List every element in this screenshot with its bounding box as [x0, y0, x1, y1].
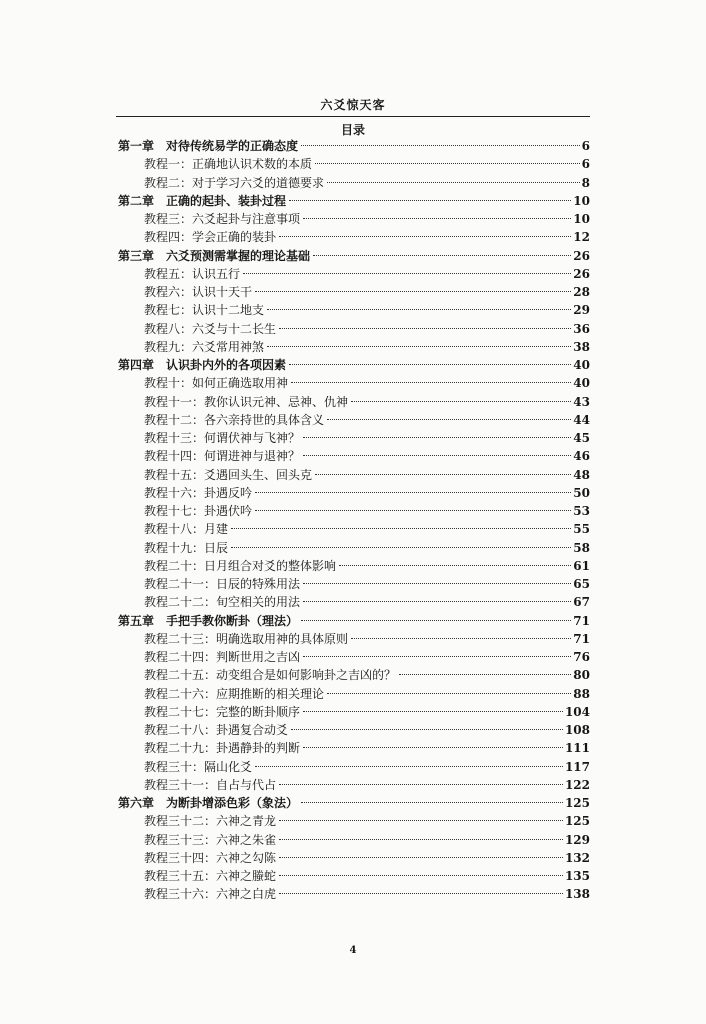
toc-label: 教程二十七：完整的断卦顺序 [144, 704, 301, 719]
dot-leader [303, 711, 563, 712]
toc-page-number: 122 [564, 777, 590, 792]
toc-entry-row [144, 739, 590, 757]
toc-label: 教程五：认识五行 [144, 266, 241, 281]
toc-entry-row [144, 812, 590, 830]
toc-label: 教程二十五：动变组合是如何影响卦之吉凶的？ [144, 668, 397, 683]
toc-label: 教程二十六：应期推断的相关理论 [144, 686, 325, 701]
dot-leader [351, 401, 571, 402]
toc-label: 教程十八：月建 [144, 522, 229, 537]
dot-leader [243, 273, 571, 274]
toc-entry-row [144, 557, 590, 575]
toc-label: 教程三十四：六神之勾陈 [144, 850, 277, 865]
toc-page-number: 117 [564, 759, 590, 774]
dot-leader [303, 218, 571, 219]
toc-heading: 目录 [340, 123, 365, 137]
toc-page-number: 44 [573, 412, 590, 427]
toc-entry-row [144, 393, 590, 411]
dot-leader [279, 857, 563, 858]
dot-leader [315, 474, 571, 475]
toc-page-number: 45 [573, 431, 590, 445]
toc-label: 教程二十九：卦遇静卦的判断 [144, 741, 301, 756]
toc-label: 教程十五：爻遇回头生、回头克 [144, 467, 313, 482]
toc-label: 教程三十：隔山化爻 [144, 759, 253, 774]
dot-leader [303, 601, 571, 602]
toc-chapter-row [118, 137, 590, 155]
toc-page-number: 135 [564, 869, 590, 883]
toc-entry-row [144, 685, 590, 703]
toc-label: 第三章 六爻预测需掌握的理论基础 [118, 248, 311, 263]
toc-label: 教程二十二：旬空相关的用法 [144, 595, 301, 610]
toc-page-number: 10 [573, 212, 590, 226]
toc-label: 教程六：认识十天干 [144, 285, 253, 299]
dot-leader [255, 766, 563, 767]
dot-leader [301, 145, 580, 146]
toc-page-number: 88 [573, 686, 590, 701]
toc-entry-row [144, 885, 590, 903]
toc-page-number: 40 [573, 358, 590, 372]
toc-page-number: 71 [573, 613, 590, 628]
toc-page-number: 80 [573, 668, 590, 683]
dot-leader [231, 547, 571, 548]
dot-leader [255, 291, 571, 292]
toc-label: 教程十一：教你认识元神、忌神、仇神 [144, 394, 349, 409]
dot-leader [301, 802, 563, 803]
toc-entry-row [144, 210, 590, 228]
toc-label: 教程九：六爻常用神煞 [144, 339, 265, 354]
toc-entry-row [144, 429, 590, 447]
toc-entry-row [144, 666, 590, 684]
dot-leader [255, 492, 571, 493]
toc-label: 教程十九：日辰 [144, 540, 229, 555]
dot-leader [313, 255, 571, 256]
toc-page-number: 111 [564, 741, 590, 756]
toc-page-number: 28 [573, 285, 590, 299]
toc-label: 教程二：对于学习六爻的道德要求 [144, 175, 325, 190]
toc-page-number: 125 [564, 796, 590, 810]
toc-entry-row [144, 228, 590, 246]
toc-page-number: 10 [573, 193, 590, 208]
toc-entry-row [144, 447, 590, 465]
toc-page-number: 50 [573, 485, 590, 500]
toc-entry-row [144, 174, 590, 192]
dot-leader [399, 674, 571, 675]
dot-leader [327, 419, 571, 420]
dot-leader [301, 620, 571, 621]
toc-page-number: 61 [573, 558, 590, 573]
toc-entry-row [144, 648, 590, 666]
toc-entry-row [144, 776, 590, 794]
toc-label: 第五章 手把手教你断卦（理法） [118, 613, 299, 628]
toc-page-number: 29 [573, 303, 590, 318]
toc-label: 第六章 为断卦增添色彩（象法） [118, 796, 299, 810]
toc-entry-row [144, 867, 590, 885]
toc-label: 第一章 对待传统易学的正确态度 [118, 139, 299, 153]
toc-page-number: 6 [581, 157, 590, 172]
dot-leader [267, 309, 571, 310]
toc-label: 教程二十四：判断世用之吉凶 [144, 650, 301, 664]
toc-chapter-row [118, 356, 590, 374]
toc-entry-row [144, 831, 590, 849]
dot-leader [291, 382, 571, 383]
toc-label: 教程一：正确地认识术数的本质 [144, 157, 313, 172]
dot-leader [303, 437, 571, 438]
toc-label: 第四章 认识卦内外的各项因素 [118, 358, 287, 372]
toc-page-number: 40 [573, 376, 590, 391]
toc-chapter-row [118, 612, 590, 630]
dot-leader [279, 875, 563, 876]
toc-entry-row [144, 758, 590, 776]
dot-leader [279, 839, 563, 840]
toc-label: 教程三：六爻起卦与注意事项 [144, 212, 301, 226]
toc-label: 教程四：学会正确的装卦 [144, 230, 277, 245]
toc-page-number: 12 [573, 230, 590, 245]
toc-page-number: 65 [573, 577, 590, 591]
dot-leader [327, 693, 571, 694]
toc-label: 教程二十八：卦遇复合动爻 [144, 723, 289, 737]
toc-chapter-row [118, 192, 590, 210]
toc-entry-row [144, 703, 590, 721]
toc-entry-row [144, 484, 590, 502]
toc-entry-row [144, 411, 590, 429]
toc-chapter-row [118, 247, 590, 265]
toc-label: 教程十三：何谓伏神与飞神？ [144, 431, 301, 445]
dot-leader [315, 163, 580, 164]
dot-leader [231, 528, 571, 529]
toc-page-number: 71 [573, 631, 590, 646]
toc-label: 教程二十一：日辰的特殊用法 [144, 577, 301, 591]
toc-label: 教程三十五：六神之螣蛇 [144, 869, 277, 883]
toc-page-number: 26 [573, 248, 590, 263]
toc-page-number: 104 [564, 704, 590, 719]
toc-page-number: 55 [573, 522, 590, 537]
toc-label: 教程十七：卦遇伏吟 [144, 504, 253, 518]
dot-leader [267, 346, 571, 347]
page-number: 4 [349, 945, 357, 956]
toc-label: 教程三十二：六神之青龙 [144, 814, 277, 829]
toc-label: 教程十六：卦遇反吟 [144, 485, 253, 500]
dot-leader [279, 328, 571, 329]
dot-leader [289, 200, 571, 201]
toc-page-number: 53 [573, 504, 590, 518]
toc-entry-row [144, 155, 590, 173]
dot-leader [279, 820, 563, 821]
toc-label: 教程八：六爻与十二长生 [144, 321, 277, 336]
toc-label: 教程二十三：明确选取用神的具体原则 [144, 631, 349, 646]
toc-page-number: 43 [573, 394, 590, 409]
header-rule [116, 116, 590, 117]
toc-entry-row [144, 301, 590, 319]
toc-entry-row [144, 265, 590, 283]
dot-leader [279, 784, 563, 785]
toc-label: 教程十：如何正确选取用神 [144, 376, 289, 391]
toc-entry-row [144, 283, 590, 301]
toc-page-number: 138 [564, 887, 590, 902]
toc-page-number: 108 [564, 723, 590, 737]
toc-page-number: 36 [573, 321, 590, 336]
toc-page-number: 67 [573, 595, 590, 610]
toc-page-number: 26 [573, 266, 590, 281]
toc-entry-row [144, 320, 590, 338]
toc-page-number: 129 [564, 832, 590, 847]
toc-entry-row [144, 520, 590, 538]
toc-page-number: 48 [573, 467, 590, 482]
dot-leader [279, 893, 563, 894]
toc-label: 第二章 正确的起卦、装卦过程 [118, 193, 287, 208]
toc-chapter-row [118, 794, 590, 812]
toc-page-number: 38 [573, 339, 590, 354]
toc-entry-row [144, 630, 590, 648]
toc-page-number: 8 [581, 175, 590, 190]
running-header-title: 六爻惊天客 [320, 98, 386, 112]
dot-leader [327, 182, 580, 183]
toc-label: 教程三十六：六神之白虎 [144, 887, 277, 902]
toc-page-number: 58 [573, 540, 590, 555]
toc-label: 教程二十：日月组合对爻的整体影响 [144, 558, 337, 573]
toc-page-number: 132 [564, 850, 590, 865]
toc-entry-row [144, 575, 590, 593]
toc-entry-row [144, 374, 590, 392]
toc-label: 教程十四：何谓进神与退神？ [144, 449, 301, 464]
toc-page-number: 46 [573, 449, 590, 464]
dot-leader [351, 638, 571, 639]
toc-label: 教程三十一：自占与代占 [144, 777, 277, 792]
toc-label: 教程十二：各六亲持世的具体含义 [144, 412, 325, 427]
toc-entry-row [144, 502, 590, 520]
toc-page-number: 125 [564, 814, 590, 829]
dot-leader [303, 455, 571, 456]
toc-page-number: 76 [573, 650, 590, 664]
dot-leader [255, 510, 571, 511]
toc-entry-row [144, 466, 590, 484]
toc-page-number: 6 [581, 139, 590, 153]
toc-entry-row [144, 338, 590, 356]
toc-entry-row [144, 721, 590, 739]
toc-entry-row [144, 849, 590, 867]
toc-entry-row [144, 593, 590, 611]
dot-leader [289, 364, 571, 365]
dot-leader [303, 656, 571, 657]
dot-leader [303, 747, 563, 748]
toc-label: 教程三十三：六神之朱雀 [144, 832, 277, 847]
dot-leader [279, 236, 571, 237]
toc-label: 教程七：认识十二地支 [144, 303, 265, 318]
toc-entry-row [144, 539, 590, 557]
dot-leader [291, 729, 563, 730]
dot-leader [339, 565, 571, 566]
dot-leader [303, 583, 571, 584]
